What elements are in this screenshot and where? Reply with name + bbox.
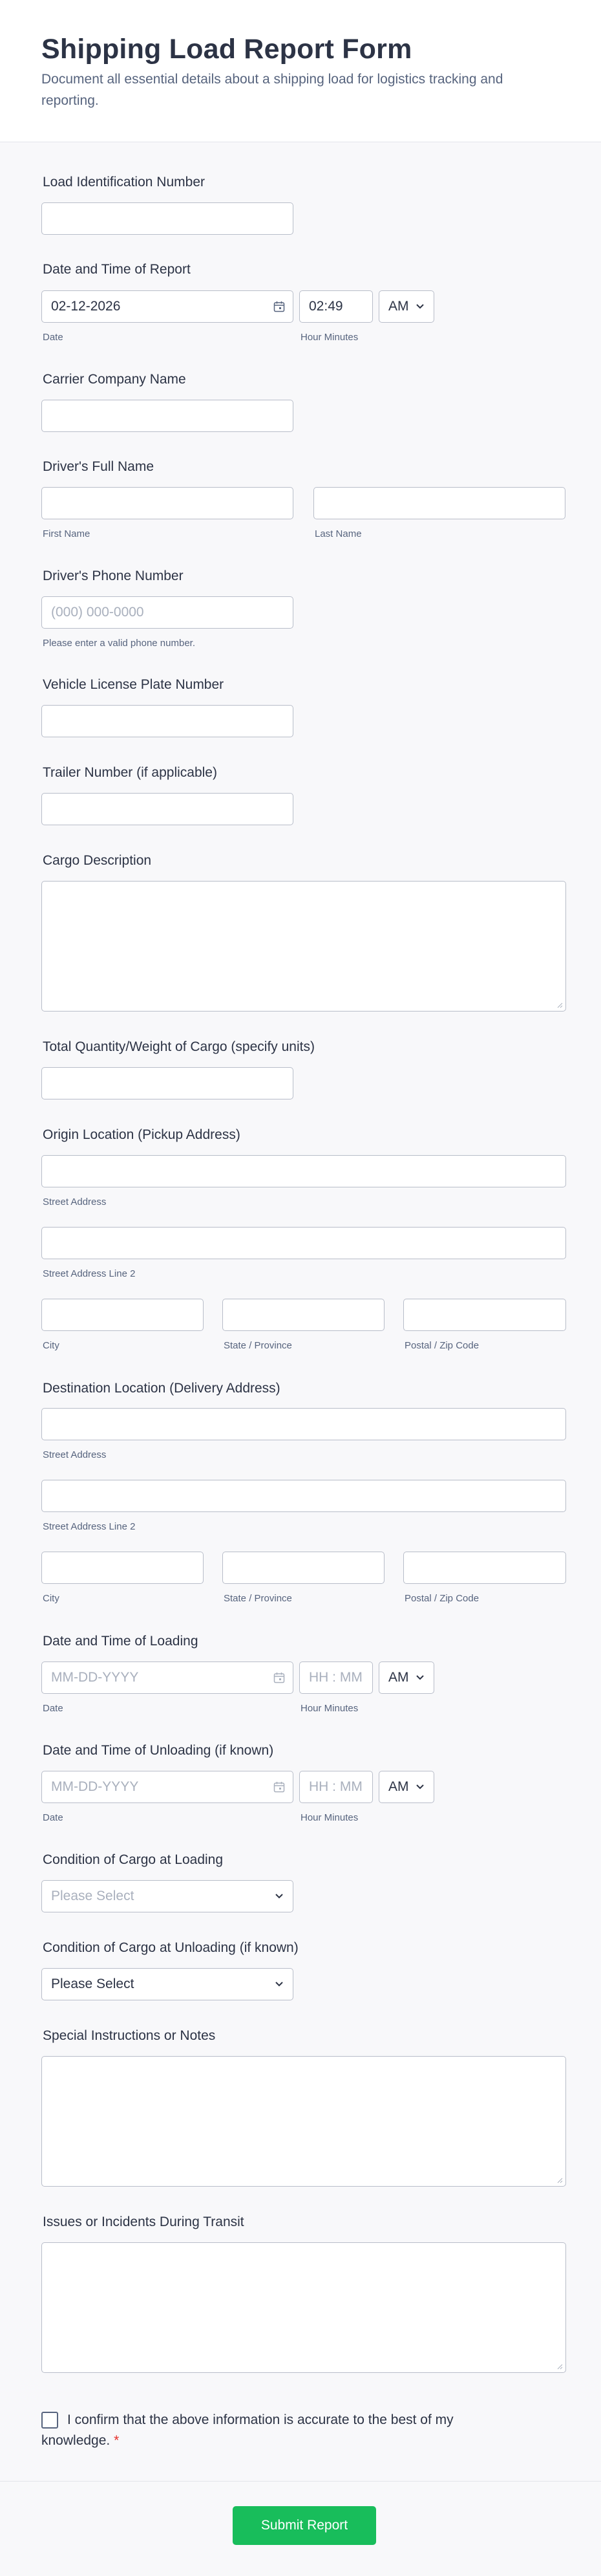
last-name-sublabel: Last Name [315, 528, 362, 539]
load-id-input[interactable] [41, 202, 293, 235]
condition-unloading-label: Condition of Cargo at Unloading (if known) [43, 1940, 299, 1955]
condition-loading-label: Condition of Cargo at Loading [43, 1852, 224, 1867]
trailer-label: Trailer Number (if applicable) [43, 765, 217, 780]
driver-phone-input[interactable] [41, 596, 293, 629]
origin-street2-sublabel: Street Address Line 2 [43, 1268, 136, 1279]
page-subtitle: Document all essential details about a shipping load for logistics tracking and reporting. [41, 72, 503, 108]
loading-time-sublabel: Hour Minutes [300, 1703, 359, 1714]
phone-placeholder: (000) 000-0000 [51, 605, 144, 620]
chevron-down-icon [416, 1674, 425, 1681]
destination-street2-sublabel: Street Address Line 2 [43, 1521, 136, 1532]
destination-zip-sublabel: Postal / Zip Code [405, 1593, 480, 1604]
confirm-label [41, 2410, 507, 2451]
chevron-down-icon [275, 1893, 284, 1900]
report-time-input[interactable] [299, 290, 373, 323]
required-mark: * [114, 2433, 120, 2448]
chevron-down-icon [416, 1784, 425, 1790]
condition-loading-value: Please Select [51, 1889, 134, 1903]
report-time-value: 02:49 [309, 299, 343, 314]
loading-date-input[interactable] [41, 1661, 293, 1694]
destination-street-sublabel: Street Address [43, 1449, 107, 1460]
quantity-input[interactable] [41, 1067, 293, 1099]
loading-time-placeholder: HH : MM [309, 1670, 363, 1685]
driver-last-name-input[interactable] [313, 487, 565, 519]
loading-date-placeholder: MM-DD-YYYY [51, 1670, 139, 1685]
driver-name-label: Driver's Full Name [43, 459, 154, 474]
origin-zip-sublabel: Postal / Zip Code [405, 1340, 480, 1351]
origin-street2-input[interactable] [41, 1227, 566, 1259]
condition-unloading-value: Please Select [51, 1976, 134, 1991]
load-id-label: Load Identification Number [43, 175, 205, 189]
report-datetime-label: Date and Time of Report [43, 262, 191, 277]
origin-state-input[interactable] [222, 1299, 385, 1331]
resize-handle-icon[interactable] [556, 2363, 563, 2370]
report-date-sublabel: Date [43, 332, 63, 343]
unloading-ampm-value: AM [388, 1779, 409, 1794]
destination-city-input[interactable] [41, 1552, 204, 1584]
destination-zip-input[interactable] [403, 1552, 566, 1584]
cargo-description-textarea[interactable] [41, 881, 566, 1012]
plate-label: Vehicle License Plate Number [43, 677, 224, 692]
origin-state-sublabel: State / Province [224, 1340, 292, 1351]
issues-textarea[interactable] [41, 2242, 566, 2373]
origin-zip-input[interactable] [403, 1299, 566, 1331]
page-title: Shipping Load Report Form [41, 34, 412, 65]
unloading-date-sublabel: Date [43, 1812, 63, 1823]
resize-handle-icon[interactable] [556, 1002, 563, 1008]
report-ampm-value: AM [388, 299, 409, 314]
calendar-icon[interactable] [273, 301, 285, 312]
chevron-down-icon [416, 303, 425, 310]
condition-loading-select[interactable] [41, 1880, 293, 1912]
destination-label: Destination Location (Delivery Address) [43, 1381, 280, 1396]
calendar-icon[interactable] [273, 1672, 285, 1683]
driver-first-name-input[interactable] [41, 487, 293, 519]
condition-unloading-select[interactable] [41, 1968, 293, 2000]
unloading-date-input[interactable] [41, 1771, 293, 1803]
trailer-input[interactable] [41, 793, 293, 825]
plate-input[interactable] [41, 705, 293, 737]
driver-phone-label: Driver's Phone Number [43, 568, 184, 583]
loading-time-input[interactable] [299, 1661, 373, 1694]
chevron-down-icon [275, 1981, 284, 1987]
submit-button[interactable]: Submit Report [233, 2506, 376, 2545]
report-time-sublabel: Hour Minutes [300, 332, 359, 343]
destination-street-input[interactable] [41, 1408, 566, 1440]
phone-sublabel: Please enter a valid phone number. [43, 638, 195, 649]
first-name-sublabel: First Name [43, 528, 90, 539]
report-date-value: 02-12-2026 [51, 299, 121, 314]
unloading-time-sublabel: Hour Minutes [300, 1812, 359, 1823]
loading-ampm-select[interactable] [379, 1661, 434, 1694]
unloading-time-input[interactable] [299, 1771, 373, 1803]
confirm-text: I confirm that the above information is accurate to the best of my knowledge. [41, 2412, 454, 2448]
origin-label: Origin Location (Pickup Address) [43, 1127, 240, 1142]
origin-city-input[interactable] [41, 1299, 204, 1331]
origin-street-sublabel: Street Address [43, 1196, 107, 1207]
unloading-datetime-label: Date and Time of Unloading (if known) [43, 1743, 274, 1758]
destination-state-input[interactable] [222, 1552, 385, 1584]
footer-divider [0, 2481, 601, 2482]
destination-city-sublabel: City [43, 1593, 59, 1604]
loading-date-sublabel: Date [43, 1703, 63, 1714]
form-header [0, 0, 601, 142]
carrier-label: Carrier Company Name [43, 372, 186, 387]
report-date-input[interactable] [41, 290, 293, 323]
resize-handle-icon[interactable] [556, 2177, 563, 2183]
origin-street-input[interactable] [41, 1155, 566, 1187]
destination-street2-input[interactable] [41, 1480, 566, 1512]
report-ampm-select[interactable] [379, 290, 434, 323]
carrier-input[interactable] [41, 400, 293, 432]
origin-city-sublabel: City [43, 1340, 59, 1351]
issues-label: Issues or Incidents During Transit [43, 2214, 244, 2229]
cargo-description-label: Cargo Description [43, 853, 152, 868]
special-instructions-textarea[interactable] [41, 2056, 566, 2187]
loading-datetime-label: Date and Time of Loading [43, 1634, 198, 1649]
quantity-label: Total Quantity/Weight of Cargo (specify units) [43, 1039, 315, 1054]
unloading-time-placeholder: HH : MM [309, 1779, 363, 1794]
unloading-date-placeholder: MM-DD-YYYY [51, 1779, 139, 1794]
loading-ampm-value: AM [388, 1670, 409, 1685]
calendar-icon[interactable] [273, 1781, 285, 1793]
destination-state-sublabel: State / Province [224, 1593, 292, 1604]
special-instructions-label: Special Instructions or Notes [43, 2028, 216, 2043]
unloading-ampm-select[interactable] [379, 1771, 434, 1803]
